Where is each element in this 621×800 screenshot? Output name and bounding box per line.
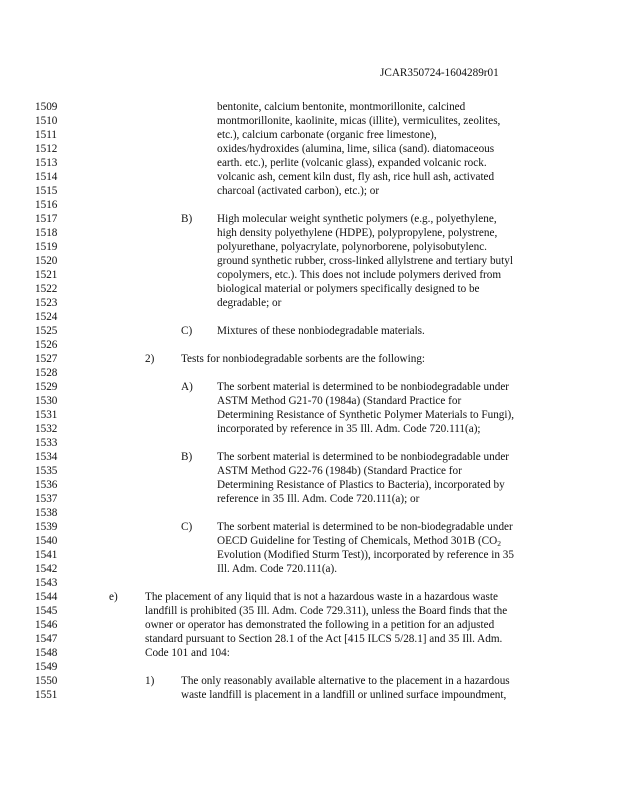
line-number: 1536 [35,479,58,491]
line-number: 1527 [35,353,58,365]
text-line: standard pursuant to Section 28.1 of the Act [415 ILCS 5/28.1] and 35 Ill. Adm. [145,633,503,645]
line-number: 1519 [35,241,58,253]
line-number: 1548 [35,647,58,659]
list-label-c: C) [181,325,193,337]
line-number: 1509 [35,101,58,113]
document-id-header: JCAR350724-1604289r01 [380,67,499,79]
text-line: owner or operator has demonstrated the following in a petition for an adjusted [145,619,495,631]
line-number: 1543 [35,577,58,589]
text-line: landfill is prohibited (35 Ill. Adm. Code 729.311), unless the Board finds that the [145,605,508,617]
line-number: 1526 [35,339,58,351]
line-number: 1512 [35,143,58,155]
line-number: 1538 [35,507,58,519]
line-number: 1513 [35,157,58,169]
line-number: 1546 [35,619,58,631]
line-number: 1549 [35,661,58,673]
line-number: 1516 [35,199,58,211]
text-line: Code 101 and 104: [145,647,230,659]
text-line: incorporated by reference in 35 Ill. Adm. Code 720.111(a); [217,423,481,435]
line-number: 1532 [35,423,58,435]
text-line: Ill. Adm. Code 720.111(a). [217,563,338,575]
text-line: Determining Resistance of Synthetic Polymer Materials to Fungi), [217,409,515,421]
line-number: 1541 [35,549,58,561]
line-number: 1537 [35,493,58,505]
line-number: 1514 [35,171,58,183]
line-number: 1551 [35,689,58,701]
line-number: 1510 [35,115,58,127]
line-number: 1547 [35,633,58,645]
text-line: Evolution (Modified Sturm Test)), incorporated by reference in 35 [217,549,514,561]
list-label-b: B) [181,451,193,463]
line-number: 1544 [35,591,58,603]
text-line: The only reasonably available alternative to the placement in a hazardous [181,675,510,687]
text-line: The sorbent material is determined to be non-biodegradable under [217,521,513,533]
line-number: 1521 [35,269,58,281]
text-line: high density polyethylene (HDPE), polypropylene, polystrene, [217,227,498,239]
text-line: volcanic ash, cement kiln dust, fly ash, rice hull ash, activated [217,171,495,183]
line-number: 1520 [35,255,58,267]
text-line: The sorbent material is determined to be nonbiodegradable under [217,451,510,463]
line-number: 1518 [35,227,58,239]
line-number: 1550 [35,675,58,687]
text-line: bentonite, calcium bentonite, montmorillonite, calcined [217,101,466,113]
text-line: polyurethane, polyacrylate, polynorborene, polyisobutylenc. [217,241,487,253]
text-line: earth. etc.), perlite (volcanic glass), expanded volcanic rock. [217,157,487,169]
text-line: reference in 35 Ill. Adm. Code 720.111(a); or [217,493,420,505]
line-number: 1535 [35,465,58,477]
line-number: 1545 [35,605,58,617]
line-number: 1511 [35,129,57,141]
line-number: 1517 [35,213,58,225]
line-number: 1524 [35,311,58,323]
line-number: 1529 [35,381,58,393]
list-label-b: B) [181,213,193,225]
line-number: 1542 [35,563,58,575]
text-line: Tests for nonbiodegradable sorbents are the following: [181,353,426,365]
text-line: ground synthetic rubber, cross-linked allylstrene and tertiary butyl [217,255,513,267]
text-line: montmorillonite, kaolinite, micas (illite), vermiculites, zeolites, [217,115,501,127]
line-number: 1531 [35,409,58,421]
list-label-a: A) [181,381,193,393]
line-number: 1528 [35,367,58,379]
text-line [217,534,501,548]
text-line: ASTM Method G21-70 (1984a) (Standard Practice for [217,395,462,407]
text-line: oxides/hydroxides (alumina, lime, silica (sand). diatomaceous [217,143,495,155]
list-label-c: C) [181,521,193,533]
text-line: Determining Resistance of Plastics to Bacteria), incorporated by [217,479,505,491]
text-line: charcoal (activated carbon), etc.); or [217,185,380,197]
line-number: 1534 [35,451,58,463]
line-number: 1533 [35,437,58,449]
list-label-1: 1) [145,675,155,687]
line-number: 1539 [35,521,58,533]
text-line: etc.), calcium carbonate (organic free limestone), [217,129,437,141]
subscript: 2 [497,539,501,548]
list-label-2: 2) [145,353,155,365]
text-line: High molecular weight synthetic polymers (e.g., polyethylene, [217,213,497,225]
line-number: 1515 [35,185,58,197]
list-label-e: e) [109,591,118,603]
text-line: ASTM Method G22-76 (1984b) (Standard Practice for [217,465,462,477]
line-number: 1530 [35,395,58,407]
text-line: degradable; or [217,297,282,309]
text-line: The placement of any liquid that is not a hazardous waste in a hazardous waste [145,591,498,603]
line-number: 1540 [35,535,58,547]
text-line: Mixtures of these nonbiodegradable materials. [217,325,425,337]
line-number: 1525 [35,325,58,337]
line-number: 1523 [35,297,58,309]
line-number: 1522 [35,283,58,295]
text-line: biological material or polymers specifically designed to be [217,283,480,295]
text-line: copolymers, etc.). This does not include polymers derived from [217,269,502,281]
text-line: The sorbent material is determined to be nonbiodegradable under [217,381,510,393]
text-line: waste landfill is placement in a landfill or unlined surface impoundment, [181,689,507,701]
text-fragment: OECD Guideline for Testing of Chemicals, Method 301B (CO [217,535,498,547]
